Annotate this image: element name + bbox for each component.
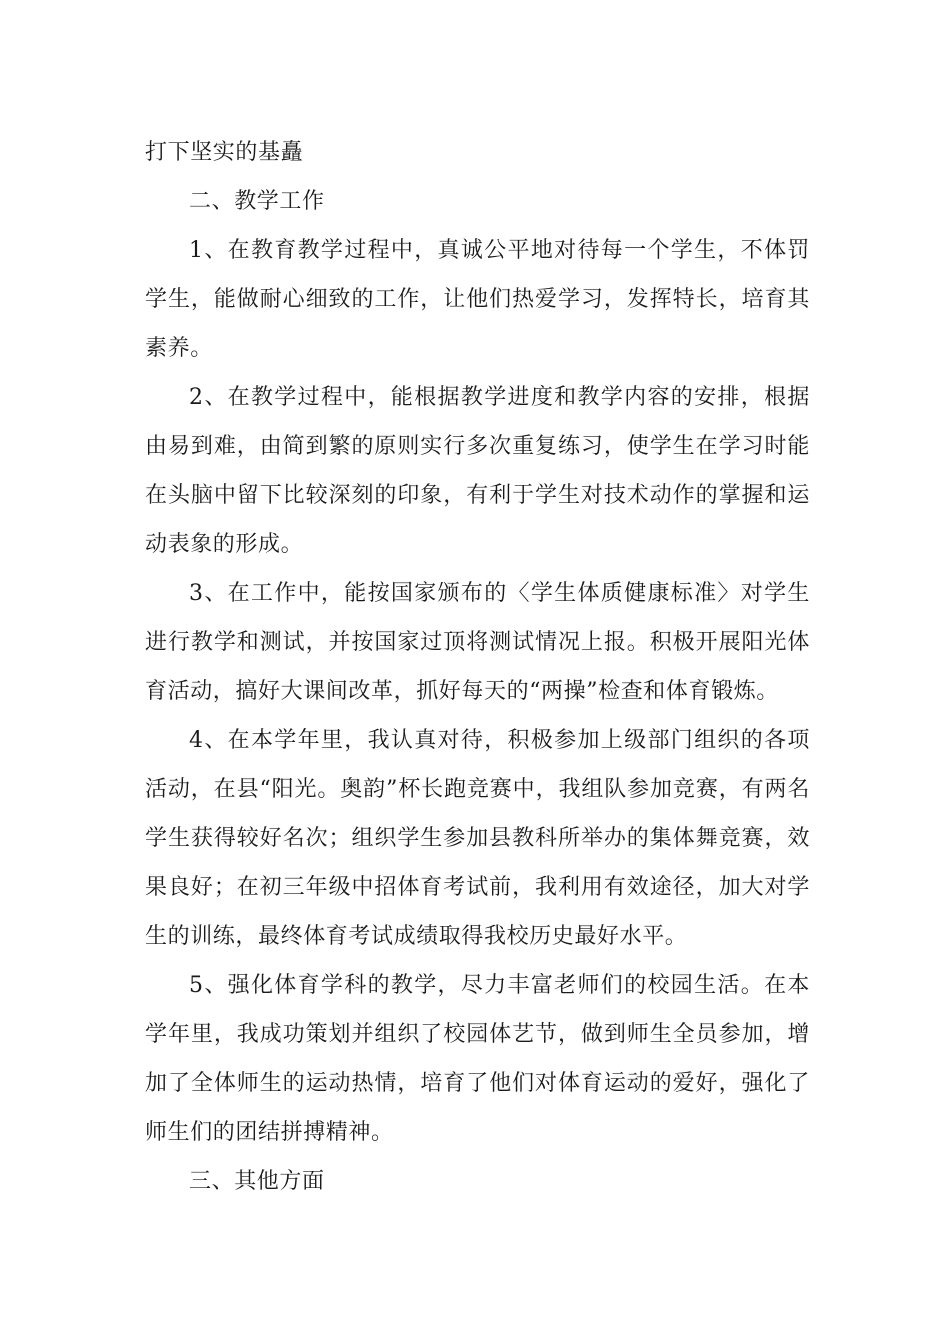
paragraph-item-2: 2、在教学过程中，能根据教学进度和教学内容的安排，根据由易到难，由简到繁的原则实行多次重复练习，使学生在学习时能在头脑中留下比较深刻的印象，有利于学生对技术动作的掌握和运动表象的形成。 [145,385,810,557]
paragraph-item-1: 1、在教育教学过程中，真诚公平地对待每一个学生，不体罚学生，能做耐心细致的工作，让他们热爱学习，发挥特长，培育其素养。 [145,238,810,361]
paragraph-item-4: 4、在本学年里，我认真对待，积极参加上级部门组织的各项活动，在县“阳光。奥韵”杯长跑竞赛中，我组队参加竞赛，有两名学生获得较好名次；组织学生参加县教科所举办的集体舞竞赛，效果良好；在初三年级中招体育考试前，我利用有效途径，加大对学生的训练，最终体育考试成绩取得我校历史最好水平。 [145,728,810,949]
paragraph-item-5: 5、强化体育学科的教学，尽力丰富老师们的校园生活。在本学年里，我成功策划并组织了校园体艺节，做到师生全员参加，增加了全体师生的运动热情，培育了他们对体育运动的爱好，强化了师生们的团结拼搏精神。 [145,973,810,1145]
document-body [145,128,810,1206]
continuation-paragraph: 打下坚实的基矗 [145,140,304,165]
section-heading-teaching: 二、教学工作 [189,189,325,214]
section-heading-other: 三、其他方面 [189,1169,325,1194]
paragraph-item-3: 3、在工作中，能按国家颁布的〈学生体质健康标准〉对学生进行教学和测试，并按国家过顶将测试情况上报。积极开展阳光体育活动，搞好大课间改革，抓好每天的“两操”检查和体育锻炼。 [145,581,810,704]
